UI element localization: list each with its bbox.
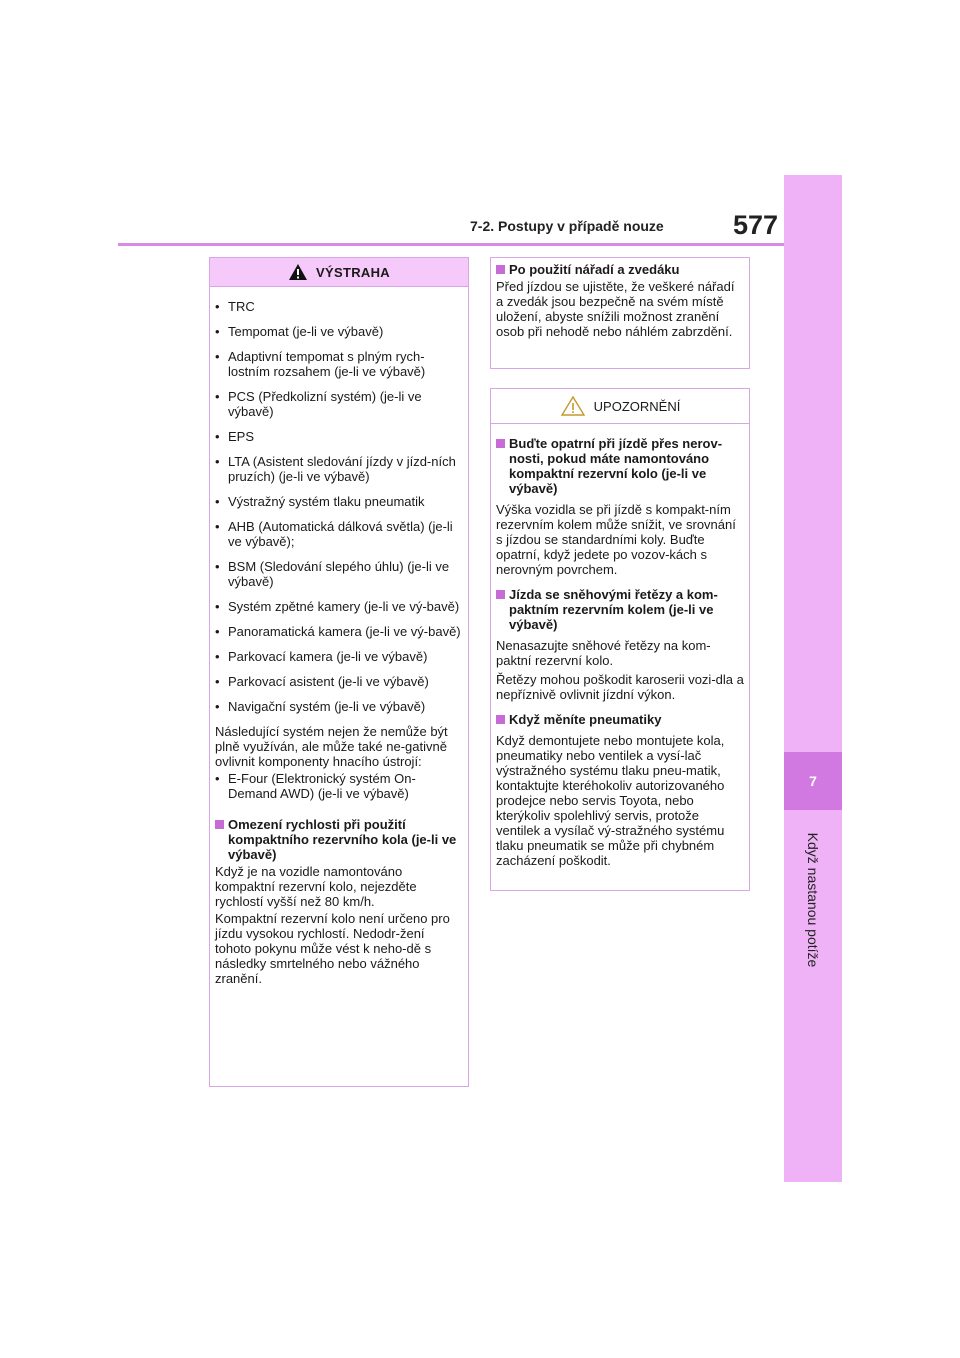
list-item: • Tempomat (je-li ve výbavě) <box>215 324 384 339</box>
section-heading: Jízda se sněhovými řetězy a kom-paktním rezervním kolem (je-li ve výbavě) <box>496 587 745 632</box>
square-bullet-icon <box>215 820 224 829</box>
section-heading: Omezení rychlosti při použití kompaktního rezervního kola (je-li ve výbavě) <box>215 817 464 862</box>
tools-box <box>490 257 750 369</box>
list-item: • Parkovací asistent (je-li ve výbavě) <box>215 674 429 689</box>
section-title: 7-2. Postupy v případě nouze <box>470 218 664 234</box>
section-heading: Buďte opatrní při jízdě přes nerov-nosti, pokud máte namontováno kompaktní rezervní kolo (je-li ve výbavě) <box>496 436 745 496</box>
section-text: Kompaktní rezervní kolo není určeno pro jízdu vysokou rychlostí. Nedodr-žení tohoto pokynu může vést k neho-dě s následky smrtelného nebo vážného zranění. <box>215 911 450 986</box>
square-bullet-icon <box>496 265 505 274</box>
section-text: Když demontujete nebo montujete kola, pneumatiky nebo ventilek a vysí-lač výstražného systému tlaku pneu-matik, kontaktujte kteréhokoliv autorizovaného prodejce nebo servis Toyota, nebo kterýkoliv spolehlivý servis, protože ventilek a vysílač vý-stražného systému tlaku pneumatik se může při chybném zacházení poškodit. <box>496 733 725 868</box>
section-heading: Když měníte pneumatiky <box>496 712 745 727</box>
section-text: Před jízdou se ujistěte, že veškeré nářadí a zvedák jsou bezpečně na svém místě uložení, abyste snížili možnost zranění osob při nehodě nebo náhlém zabrzdění. <box>496 279 735 339</box>
list-item: • Panoramatická kamera (je-li ve vý-bavě) <box>215 624 461 639</box>
notice-box <box>490 388 750 891</box>
warning-paragraph: Následující systém nejen že nemůže být plně využíván, ale může také ne-gativně ovlivnit komponenty hnacího ústrojí: <box>215 724 448 769</box>
chapter-number-tab[interactable]: 7 <box>784 752 842 810</box>
list-item: • PCS (Předkolizní systém) (je-li ve výbavě) <box>215 389 422 419</box>
list-item: • Navigační systém (je-li ve výbavě) <box>215 699 426 714</box>
header-rule <box>118 243 784 246</box>
list-item: • AHB (Automatická dálková světla) (je-li ve výbavě); <box>215 519 453 549</box>
tools-box-body <box>491 258 749 349</box>
square-bullet-icon <box>496 590 505 599</box>
side-tab-strip <box>784 175 842 1182</box>
notice-box-header <box>491 389 749 424</box>
list-item: • Adaptivní tempomat s plným rych-lostním rozsahem (je-li ve výbavě) <box>215 349 426 379</box>
warning-box-title: VÝSTRAHA <box>316 264 390 280</box>
notice-box-title: UPOZORNĚNÍ <box>593 398 681 414</box>
section-heading: Po použití nářadí a zvedáku <box>496 262 745 277</box>
section-text: Nenasazujte sněhové řetězy na kom-paktní rezervní kolo. <box>496 638 711 668</box>
list-item: • Parkovací kamera (je-li ve výbavě) <box>215 649 428 664</box>
section-text: Řetězy mohou poškodit karoserii vozi-dla a nepříznivě ovlivnit jízdní výkon. <box>496 672 744 702</box>
chapter-title: Když nastanou potíže <box>805 832 821 968</box>
square-bullet-icon <box>496 439 505 448</box>
list-item: • TRC <box>215 299 255 314</box>
warning-box-body <box>210 287 468 996</box>
warning-box <box>209 257 469 1087</box>
list-item: • EPS <box>215 429 255 444</box>
warning-box-header <box>210 258 468 287</box>
page-number: 577 <box>732 210 778 240</box>
section-text: Když je na vozidle namontováno kompaktní rezervní kolo, nejezděte rychlostí vyšší než 80 km/h. <box>215 864 417 909</box>
list-item: • BSM (Sledování slepého úhlu) (je-li ve výbavě) <box>215 559 450 589</box>
list-item: • Systém zpětné kamery (je-li ve vý-bavě) <box>215 599 460 614</box>
caution-outline-triangle-icon <box>560 395 586 417</box>
list-item: • Výstražný systém tlaku pneumatik <box>215 494 425 509</box>
square-bullet-icon <box>496 715 505 724</box>
section-text: Výška vozidla se při jízdě s kompakt-ním rezervním kolem může snížit, ve srovnání s jízdou se standardními koly. Buďte opatrní, když jedete po vozov-kách s nerovným povrchem. <box>496 502 736 577</box>
list-item: • LTA (Asistent sledování jízdy v jízd-ních pruzích) (je-li ve výbavě) <box>215 454 456 484</box>
sub-list-item: • E-Four (Elektronický systém On-Demand AWD) (je-li ve výbavě) <box>215 771 416 801</box>
notice-box-body <box>491 424 749 878</box>
warning-triangle-icon <box>288 263 308 281</box>
